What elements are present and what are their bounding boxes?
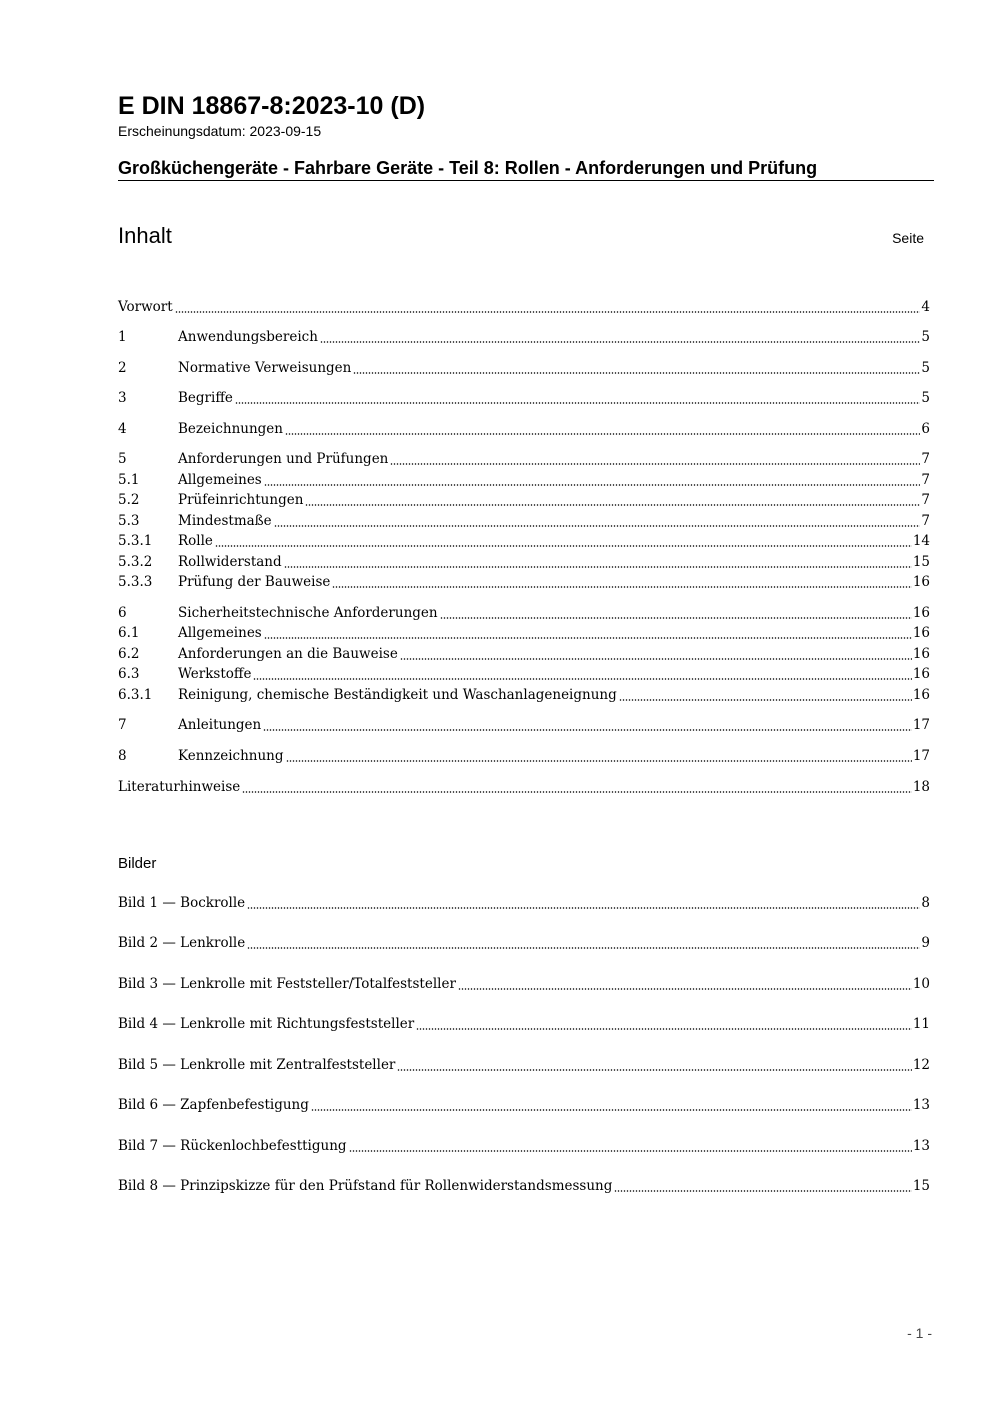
toc-leader-dots <box>349 1136 912 1156</box>
toc-entry-number: 5.1 <box>118 472 140 488</box>
figure-entry-title: Bild 4 — Lenkrolle mit Richtungsfeststeller <box>118 1016 415 1032</box>
figure-entry-title: Bild 6 — Zapfenbefestigung <box>118 1097 309 1113</box>
toc-leader-dots <box>390 449 920 469</box>
page-number: - 1 - <box>907 1325 932 1341</box>
toc-entry-title: Allgemeines <box>178 625 262 641</box>
page-column-label: Seite <box>892 230 924 246</box>
toc-leader-dots <box>320 327 920 347</box>
toc-entry-title: Anforderungen an die Bauweise <box>178 646 398 662</box>
toc-leader-dots <box>311 1095 912 1115</box>
toc-entry-page: 7 <box>921 451 930 467</box>
toc-entry-title: Prüfung der Bauweise <box>178 574 331 590</box>
toc-leader-dots <box>253 664 911 684</box>
toc-entry-page: 16 <box>912 646 930 662</box>
figure-entry-page: 11 <box>912 1016 930 1032</box>
figure-entry-page: 12 <box>912 1057 930 1073</box>
toc-leader-dots <box>619 685 912 705</box>
toc-entry-page: 14 <box>912 533 930 549</box>
toc-entry-title: Begriffe <box>178 390 233 406</box>
toc-leader-dots <box>305 490 920 510</box>
figure-entry-title: Bild 3 — Lenkrolle mit Feststeller/Totalfeststeller <box>118 976 456 992</box>
toc-entry-page: 7 <box>921 472 930 488</box>
toc-entry-page: 18 <box>912 779 930 795</box>
toc-entry-page: 16 <box>912 687 930 703</box>
toc-entry-title: Reinigung, chemische Beständigkeit und Waschanlageneignung <box>178 687 617 703</box>
figure-entry-page: 10 <box>912 976 930 992</box>
toc-entry-title: Kennzeichnung <box>178 748 284 764</box>
toc-entry-title: Normative Verweisungen <box>178 360 352 376</box>
toc-entry[interactable] <box>118 746 930 766</box>
toc-entry-page: 4 <box>921 299 930 315</box>
toc-leader-dots <box>614 1176 911 1196</box>
toc-leader-dots <box>247 893 920 913</box>
toc-entry[interactable] <box>118 603 930 623</box>
figure-entry-page: 15 <box>912 1178 930 1194</box>
toc-entry-title: Anforderungen und Prüfungen <box>178 451 389 467</box>
toc-entry-number: 7 <box>118 717 127 733</box>
figure-entry-page: 13 <box>912 1138 930 1154</box>
toc-leader-dots <box>242 777 912 797</box>
toc-entry-title: Bezeichnungen <box>178 421 283 437</box>
toc-entry[interactable] <box>118 715 930 735</box>
figure-entry[interactable] <box>118 974 930 994</box>
figure-entry-title: Bild 5 — Lenkrolle mit Zentralfeststeller <box>118 1057 396 1073</box>
toc-entry-page: 16 <box>912 574 930 590</box>
figure-entry[interactable] <box>118 933 930 953</box>
toc-leader-dots <box>286 746 912 766</box>
toc-entry-page: 15 <box>912 554 930 570</box>
toc-leader-dots <box>263 715 912 735</box>
document-header <box>118 92 934 181</box>
toc-entry[interactable] <box>118 644 930 664</box>
toc-leader-dots <box>235 388 921 408</box>
toc-entry[interactable] <box>118 511 930 531</box>
toc-leader-dots <box>440 603 912 623</box>
figure-entry[interactable] <box>118 1136 930 1156</box>
toc-entry-number: 5.3 <box>118 513 140 529</box>
toc-entry[interactable] <box>118 490 930 510</box>
toc-leader-dots <box>400 644 912 664</box>
toc-entry-page: 6 <box>921 421 930 437</box>
toc-leader-dots <box>215 531 912 551</box>
toc-entry-number: 8 <box>118 748 127 764</box>
toc-entry-number: 4 <box>118 421 127 437</box>
figure-entry-page: 9 <box>921 935 930 951</box>
toc-entry-page: 7 <box>921 513 930 529</box>
toc-entry-page: 17 <box>912 717 930 733</box>
toc-entry[interactable] <box>118 664 930 684</box>
toc-entry-page: 7 <box>921 492 930 508</box>
toc-leader-dots <box>284 552 912 572</box>
toc-leader-dots <box>264 470 921 490</box>
toc-entry[interactable] <box>118 327 930 347</box>
toc-entry-page: 5 <box>921 360 930 376</box>
figure-entry-title: Bild 7 — Rückenlochbefesttigung <box>118 1138 347 1154</box>
figure-entry-title: Bild 1 — Bockrolle <box>118 895 246 911</box>
toc-entry[interactable] <box>118 358 930 378</box>
toc-entry-page: 17 <box>912 748 930 764</box>
toc-entry[interactable] <box>118 388 930 408</box>
toc-entry-page: 5 <box>921 390 930 406</box>
toc-entry-number: 6.3.1 <box>118 687 153 703</box>
toc-entry[interactable] <box>118 572 930 592</box>
toc-entry[interactable] <box>118 470 930 490</box>
figure-entry[interactable] <box>118 1176 930 1196</box>
toc-leader-dots <box>175 297 921 317</box>
figure-entry[interactable] <box>118 1055 930 1075</box>
figure-entry[interactable] <box>118 1095 930 1115</box>
document-subtitle: Großküchengeräte - Fahrbare Geräte - Teil 8: Rollen - Anforderungen und Prüfung <box>118 157 934 181</box>
toc-entry-title: Rolle <box>178 533 213 549</box>
toc-entry[interactable] <box>118 419 930 439</box>
toc-entry-title: Anwendungsbereich <box>178 329 318 345</box>
toc-entry[interactable] <box>118 777 930 797</box>
toc-entry-number: 2 <box>118 360 127 376</box>
toc-entry-title: Mindestmaße <box>178 513 272 529</box>
toc-entry-title: Sicherheitstechnische Anforderungen <box>178 605 438 621</box>
figure-entry[interactable] <box>118 1014 930 1034</box>
toc-entry-title: Vorwort <box>118 299 173 315</box>
toc-leader-dots <box>353 358 920 378</box>
toc-entry-title: Literaturhinweise <box>118 779 241 795</box>
toc-entry-number: 6 <box>118 605 127 621</box>
toc-entry-title: Prüfeinrichtungen <box>178 492 304 508</box>
toc-entry[interactable] <box>118 297 930 317</box>
toc-leader-dots <box>332 572 911 592</box>
toc-entry-number: 6.3 <box>118 666 140 682</box>
toc-entry-title: Werkstoffe <box>178 666 252 682</box>
toc-leader-dots <box>285 419 920 439</box>
toc-entry-number: 5.3.2 <box>118 554 153 570</box>
toc-entry[interactable] <box>118 531 930 551</box>
toc-entry-number: 5.3.3 <box>118 574 153 590</box>
document-title: E DIN 18867-8:2023-10 (D) <box>118 92 426 120</box>
toc-entry-number: 5.3.1 <box>118 533 153 549</box>
toc-entry-page: 5 <box>921 329 930 345</box>
figure-entry-page: 13 <box>912 1097 930 1113</box>
toc-entry-page: 16 <box>912 666 930 682</box>
toc-entry-number: 5 <box>118 451 127 467</box>
toc-entry-title: Rollwiderstand <box>178 554 282 570</box>
figure-entry[interactable] <box>118 893 930 913</box>
toc-entry-title: Anleitungen <box>178 717 262 733</box>
toc-entry[interactable] <box>118 685 930 705</box>
toc-leader-dots <box>397 1055 911 1075</box>
toc-entry-page: 16 <box>912 605 930 621</box>
toc-entry-number: 3 <box>118 390 127 406</box>
toc-heading: Inhalt <box>118 223 172 248</box>
figure-entry-title: Bild 2 — Lenkrolle <box>118 935 246 951</box>
figures-heading: Bilder <box>118 855 157 872</box>
toc-entry-number: 6.2 <box>118 646 140 662</box>
toc-entry-page: 16 <box>912 625 930 641</box>
toc-leader-dots <box>274 511 921 531</box>
toc-leader-dots <box>458 974 912 994</box>
toc-entry-title: Allgemeines <box>178 472 262 488</box>
toc-entry[interactable] <box>118 552 930 572</box>
toc-leader-dots <box>264 623 912 643</box>
figure-entry-page: 8 <box>921 895 930 911</box>
toc-entry-number: 1 <box>118 329 127 345</box>
toc-entry[interactable] <box>118 623 930 643</box>
toc-entry[interactable] <box>118 449 930 469</box>
publication-date: Erscheinungsdatum: 2023-09-15 <box>118 123 322 139</box>
toc-entry-number: 6.1 <box>118 625 140 641</box>
toc-leader-dots <box>416 1014 912 1034</box>
toc-entry-number: 5.2 <box>118 492 140 508</box>
figure-entry-title: Bild 8 — Prinzipskizze für den Prüfstand für Rollenwiderstandsmessung <box>118 1178 613 1194</box>
toc-leader-dots <box>247 933 920 953</box>
